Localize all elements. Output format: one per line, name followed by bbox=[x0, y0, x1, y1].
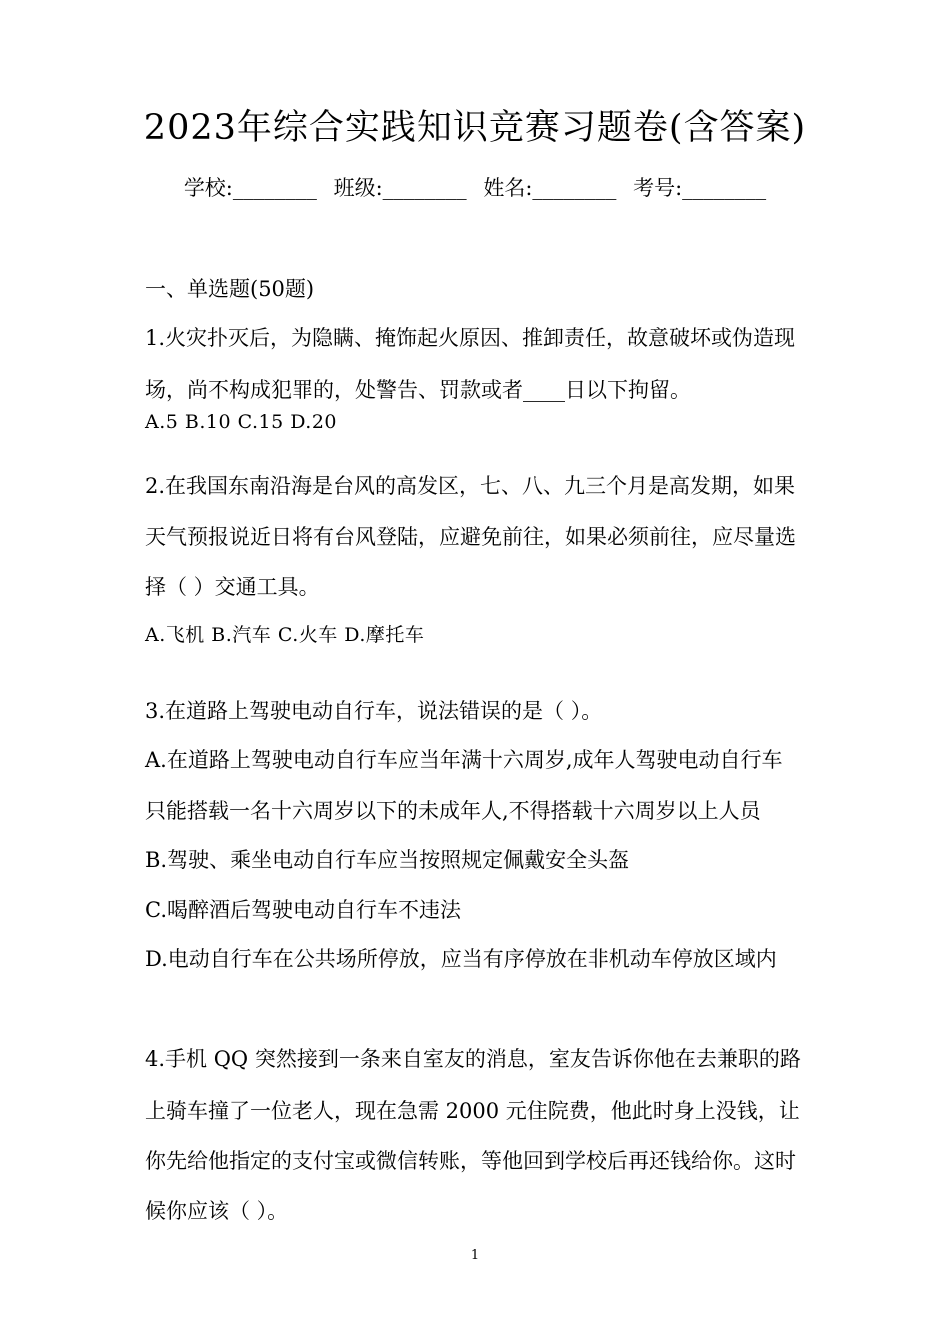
question-3-option-a-line-1: A.在道路上驾驶电动自行车应当年满十六周岁,成年人驾驶电动自行车 bbox=[145, 748, 783, 772]
page-number: 1 bbox=[470, 1248, 480, 1263]
question-1-line-1: 1.火灾扑灭后，为隐瞒、掩饰起火原因、推卸责任，故意破坏或伪造现 bbox=[145, 326, 796, 350]
question-2-line-1: 2.在我国东南沿海是台风的高发区，七、八、九三个月是高发期，如果 bbox=[145, 474, 796, 498]
question-3-option-a-line-2: 只能搭载一名十六周岁以下的未成年人,不得搭载十六周岁以上人员 bbox=[145, 799, 761, 823]
question-4-line-3: 你先给他指定的支付宝或微信转账，等他回到学校后再还钱给你。这时 bbox=[145, 1149, 796, 1173]
question-3-option-c: C.喝醉酒后驾驶电动自行车不违法 bbox=[145, 898, 461, 922]
question-2-line-2: 天气预报说近日将有台风登陆，应避免前往，如果必须前往，应尽量选 bbox=[145, 525, 796, 549]
student-info-row bbox=[0, 172, 950, 202]
question-2-options: A.飞机 B.汽车 C.火车 D.摩托车 bbox=[145, 624, 425, 646]
question-1-line-2: 场，尚不构成犯罪的，处警告、罚款或者____日以下拘留。 bbox=[145, 378, 691, 402]
page-title: 2023年综合实践知识竞赛习题卷(含答案) bbox=[143, 108, 807, 148]
name-field: 姓名:________ bbox=[483, 176, 617, 200]
question-3-line-1: 3.在道路上驾驶电动自行车，说法错误的是（ ）。 bbox=[145, 699, 603, 723]
school-field: 学校:________ bbox=[183, 176, 317, 200]
question-3-option-d: D.电动自行车在公共场所停放，应当有序停放在非机动车停放区域内 bbox=[145, 947, 777, 971]
question-4-line-2: 上骑车撞了一位老人，现在急需 2000 元住院费，他此时身上没钱，让 bbox=[145, 1099, 800, 1123]
section-heading: 一、单选题(50题) bbox=[145, 277, 315, 301]
class-field: 班级:________ bbox=[333, 176, 467, 200]
question-2-line-3: 择（ ）交通工具。 bbox=[145, 575, 320, 599]
question-4-line-4: 候你应该（ ）。 bbox=[145, 1199, 289, 1223]
number-field: 考号:________ bbox=[633, 176, 767, 200]
question-1-options: A.5 B.10 C.15 D.20 bbox=[145, 411, 337, 433]
question-4-line-1: 4.手机 QQ 突然接到一条来自室友的消息，室友告诉你他在去兼职的路 bbox=[145, 1047, 801, 1071]
question-3-option-b: B.驾驶、乘坐电动自行车应当按照规定佩戴安全头盔 bbox=[145, 848, 630, 872]
